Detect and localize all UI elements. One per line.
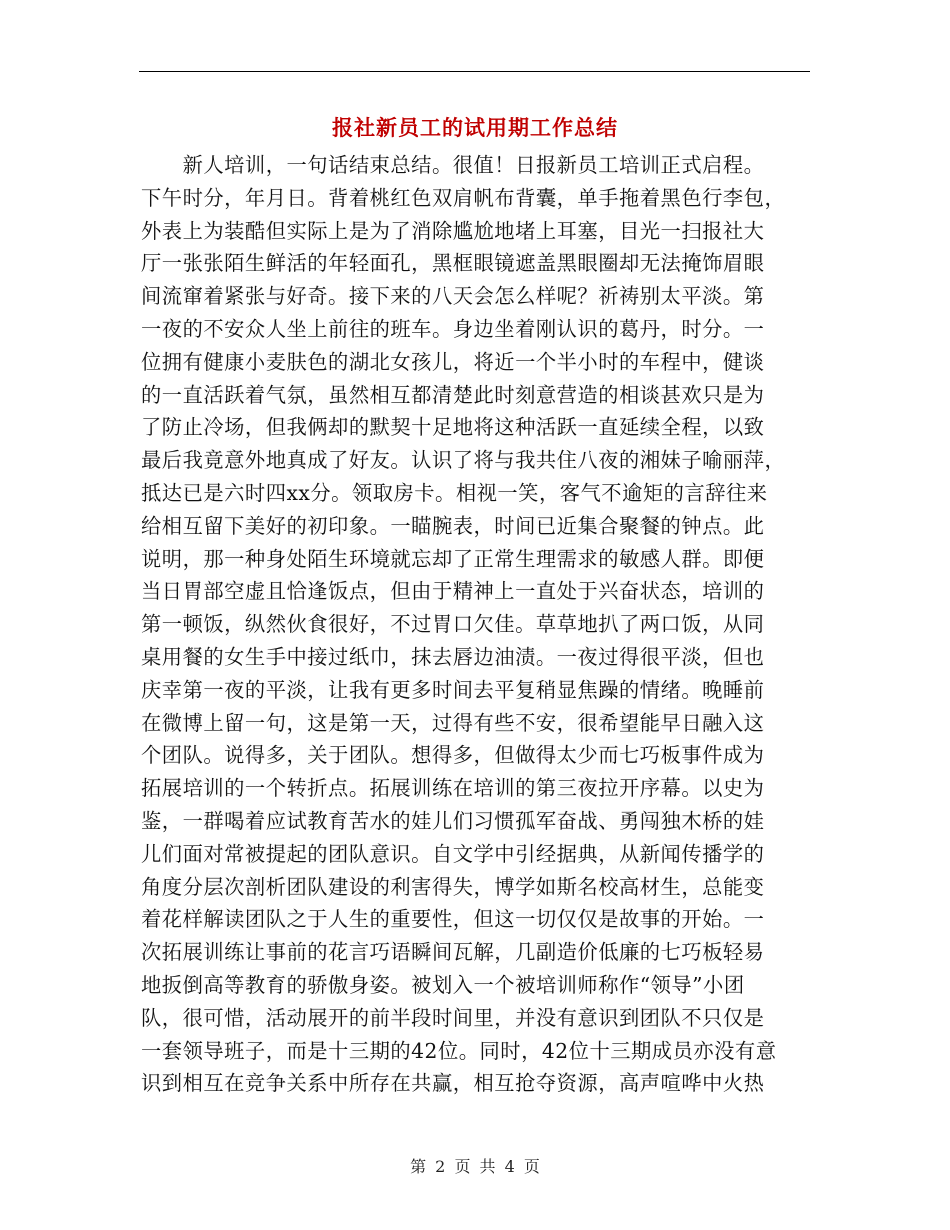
- body-line: 一夜的不安众人坐上前往的班车。身边坐着刚认识的葛丹，时分。一: [141, 316, 765, 341]
- body-line: 的一直活跃着气氛，虽然相互都清楚此时刻意营造的相谈甚欢只是为: [141, 382, 765, 407]
- body-line: 队，很可惜，活动展开的前半段时间里，并没有意识到团队不只仅是: [141, 1005, 765, 1030]
- body-line: 地扳倒高等教育的骄傲身姿。被划入一个被培训师称作“领导”小团: [141, 972, 745, 997]
- body-line: 庆幸第一夜的平淡，让我有更多时间去平复稍显焦躁的情绪。晚睡前: [141, 677, 765, 702]
- body-line: 个团队。说得多，关于团队。想得多，但做得太少而七巧板事件成为: [141, 743, 765, 768]
- page-number-footer: 第 2 页 共 4 页: [410, 1157, 540, 1176]
- body-line: 角度分层次剖析团队建设的利害得失，博学如斯名校高材生，总能变: [141, 874, 765, 899]
- body-line: 了防止冷场，但我俩却的默契十足地将这种活跃一直延续全程，以致: [141, 415, 765, 440]
- body-line: 外表上为装酷但实际上是为了消除尴尬地堵上耳塞，目光一扫报社大: [141, 218, 765, 243]
- body-line: 着花样解读团队之于人生的重要性，但这一切仅仅是故事的开始。一: [141, 907, 765, 932]
- body-line: 桌用餐的女生手中接过纸巾，抹去唇边油渍。一夜过得很平淡，但也: [141, 644, 765, 669]
- body-line: 一套领导班子，而是十三期的42位。同时，42位十三期成员亦没有意: [141, 1038, 777, 1063]
- body-line: 在微博上留一句，这是第一天，过得有些不安，很希望能早日融入这: [141, 710, 765, 735]
- body-line: 抵达已是六时四xx分。领取房卡。相视一笑，客气不逾矩的言辞往来: [141, 480, 768, 505]
- body-line: 当日胃部空虚且恰逢饭点，但由于精神上一直处于兴奋状态，培训的: [141, 579, 765, 604]
- body-line: 说明，那一种身处陌生环境就忘却了正常生理需求的敏感人群。即便: [141, 546, 765, 571]
- body-line: 拓展培训的一个转折点。拓展训练在培训的第三夜拉开序幕。以史为: [141, 776, 765, 801]
- body-line: 次拓展训练让事前的花言巧语瞬间瓦解，几副造价低廉的七巧板轻易: [141, 940, 765, 965]
- body-line: 下午时分，年月日。背着桃红色双肩帆布背囊，单手拖着黑色行李包，: [141, 185, 786, 210]
- body-line: 新人培训，一句话结束总结。很值！日报新员工培训正式启程。: [141, 153, 765, 177]
- header-rule: [139, 71, 810, 72]
- body-line: 间流窜着紧张与好奇。接下来的八天会怎么样呢？祈祷别太平淡。第: [141, 284, 765, 309]
- body-line: 鉴，一群喝着应试教育苦水的娃儿们习惯孤军奋战、勇闯独木桥的娃: [141, 808, 765, 833]
- body-line: 儿们面对常被提起的团队意识。自文学中引经据典，从新闻传播学的: [141, 841, 765, 866]
- body-line: 位拥有健康小麦肤色的湖北女孩儿，将近一个半小时的车程中，健谈: [141, 349, 765, 374]
- body-line: 识到相互在竞争关系中所存在共赢，相互抢夺资源，高声喧哗中火热: [141, 1071, 765, 1096]
- body-line: 第一顿饭，纵然伙食很好，不过胃口欠佳。草草地扒了两口饭，从同: [141, 612, 765, 637]
- document-body: [141, 149, 812, 1100]
- body-line: 最后我竟意外地真成了好友。认识了将与我共住八夜的湘妹子喻丽萍，: [141, 448, 786, 473]
- body-line: 厅一张张陌生鲜活的年轻面孔，黑框眼镜遮盖黑眼圈却无法掩饰眉眼: [141, 251, 765, 276]
- body-line: 给相互留下美好的初印象。一瞄腕表，时间已近集合聚餐的钟点。此: [141, 513, 765, 538]
- document-title: 报社新员工的试用期工作总结: [332, 115, 618, 140]
